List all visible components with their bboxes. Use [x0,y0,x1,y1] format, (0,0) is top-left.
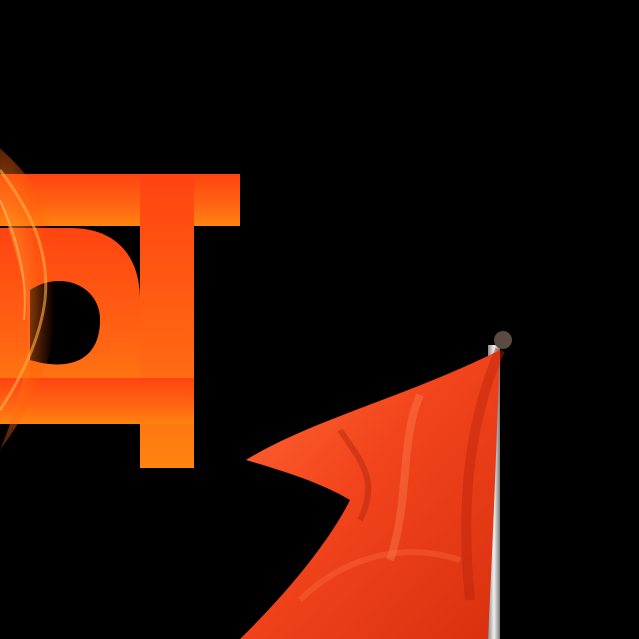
saffron-flag [240,350,500,639]
devanagari-letter-graphic [0,140,240,468]
pole-finial [494,331,512,349]
